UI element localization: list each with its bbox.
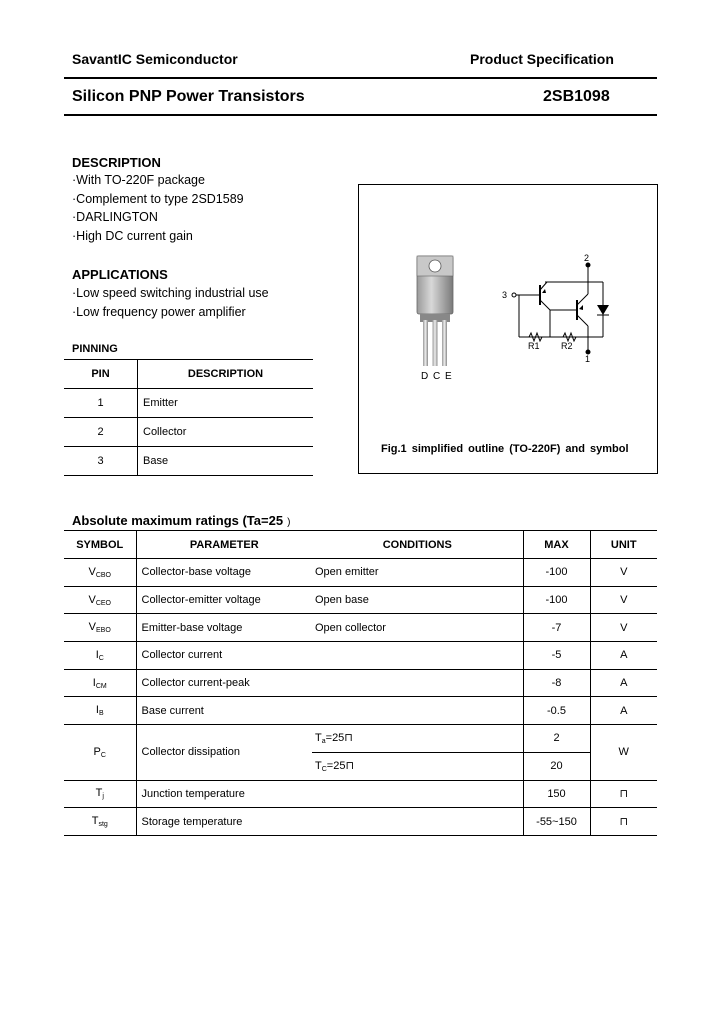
unit-cell: V <box>590 614 657 642</box>
ratings-table <box>64 530 657 836</box>
symbol-subscript: CEO <box>95 599 111 607</box>
symbol-subscript: B <box>98 710 104 718</box>
cond-symbol: T <box>315 732 322 745</box>
max-cell: -100 <box>523 586 590 614</box>
applications-title: APPLICATIONS <box>72 267 168 282</box>
max-cell: -100 <box>523 559 590 587</box>
description-list <box>72 171 244 246</box>
symbol-cell <box>64 586 136 614</box>
parameter-cell: Collector-emitter voltage <box>136 586 312 614</box>
conditions-cell: Open base <box>312 586 523 614</box>
pin-header: PIN <box>64 360 138 389</box>
company-name: SavantIC Semiconductor <box>72 51 238 67</box>
applications-item: ·Low speed switching industrial use <box>72 286 269 300</box>
parameter-cell: Collector current-peak <box>136 669 312 697</box>
part-number: 2SB1098 <box>543 88 610 105</box>
parameter-cell: Junction temperature <box>136 780 312 808</box>
symbol-subscript: C <box>98 654 104 662</box>
max-header: MAX <box>523 531 590 559</box>
unit-cell: ⊓ <box>619 816 629 829</box>
symbol-main: I <box>92 676 96 689</box>
pin-description: Base <box>138 447 314 476</box>
description-header: DESCRIPTION <box>138 360 314 389</box>
max-cell: 20 <box>523 752 590 780</box>
unit-cell: A <box>590 642 657 670</box>
ratings-title-text: Absolute maximum ratings (Ta=25 <box>72 513 284 528</box>
symbol-cell <box>64 725 136 780</box>
pinning-header-row <box>64 360 313 389</box>
symbol-cell <box>64 780 136 808</box>
pinning-table <box>64 359 313 476</box>
unit-cell: A <box>590 669 657 697</box>
pin-number: 1 <box>64 389 138 418</box>
max-cell: 150 <box>523 780 590 808</box>
symbol-main: T <box>91 815 99 828</box>
symbol-cell <box>64 642 136 670</box>
table-row <box>64 669 657 697</box>
table-row <box>64 418 313 447</box>
pin-description: Collector <box>138 418 314 447</box>
symbol-main: V <box>88 621 97 634</box>
conditions-cell <box>312 725 523 753</box>
header-rule-bottom <box>64 114 657 116</box>
max-cell: -7 <box>523 614 590 642</box>
symbol-label-pin2: 2 <box>584 253 590 263</box>
ratings-title-end: ) <box>287 517 291 528</box>
unit-cell: V <box>590 586 657 614</box>
ratings-title <box>72 513 290 528</box>
unit-cell: A <box>590 697 657 725</box>
parameter-cell: Storage temperature <box>141 815 243 828</box>
symbol-cell <box>64 808 136 836</box>
conditions-cell <box>312 697 523 725</box>
symbol-cell <box>64 669 136 697</box>
applications-item: ·Low frequency power amplifier <box>72 304 246 319</box>
cond-subscript: a <box>321 738 326 746</box>
symbol-subscript: CBO <box>95 571 111 579</box>
table-row <box>64 586 657 614</box>
symbol-cell <box>64 559 136 587</box>
description-item: ·High DC current gain <box>72 229 193 244</box>
description-title: DESCRIPTION <box>72 155 161 170</box>
symbol-subscript: C <box>100 751 106 759</box>
unit-cell: V <box>590 559 657 587</box>
symbol-header: SYMBOL <box>64 531 136 559</box>
description-item: ·With TO-220F package <box>72 173 205 187</box>
pinning-title: PINNING <box>72 343 118 355</box>
parameter-cell: Emitter-base voltage <box>136 614 312 642</box>
conditions-cell <box>312 808 523 836</box>
cond-symbol: T <box>315 760 322 773</box>
symbol-cell <box>64 697 136 725</box>
darlington-symbol-diagram <box>495 252 620 368</box>
table-row <box>64 614 657 642</box>
conditions-cell <box>312 780 523 808</box>
ratings-header-row <box>64 531 657 559</box>
table-row <box>64 559 657 587</box>
symbol-main: V <box>88 593 96 606</box>
description-item: ·DARLINGTON <box>72 210 158 225</box>
conditions-cell <box>312 752 523 780</box>
table-row <box>64 808 657 836</box>
package-pin-labels: D C E <box>421 371 453 382</box>
parameter-cell: Base current <box>136 697 312 725</box>
conditions-cell: Open collector <box>312 614 523 642</box>
parameter-cell: Collector dissipation <box>136 725 312 780</box>
pin-number: 2 <box>64 418 138 447</box>
max-cell: -0.5 <box>523 697 590 725</box>
table-row <box>64 447 313 476</box>
parameter-cell: Collector-base voltage <box>136 559 312 587</box>
cond-value: =25⊓ <box>325 732 353 745</box>
cond-value: =25⊓ <box>326 760 355 773</box>
doc-type: Product Specification <box>470 51 614 67</box>
symbol-label-r1: R1 <box>528 341 540 351</box>
symbol-main: V <box>88 565 96 578</box>
applications-list <box>72 284 269 321</box>
parameter-cell: Collector current <box>136 642 312 670</box>
unit-cell: ⊓ <box>590 780 657 808</box>
cond-subscript: C <box>321 766 327 774</box>
table-row <box>64 697 657 725</box>
max-cell: -5 <box>523 642 590 670</box>
parameter-header: PARAMETER <box>136 531 312 559</box>
table-row <box>64 780 657 808</box>
conditions-cell: Open emitter <box>312 559 523 587</box>
header-rule-top <box>64 77 657 79</box>
table-row <box>64 725 657 753</box>
to220f-package-image <box>405 250 465 372</box>
symbol-subscript: CM <box>95 682 107 690</box>
figure-caption: Fig.1 simplified outline (TO-220F) and symbol <box>381 443 629 455</box>
symbol-main: P <box>93 745 101 758</box>
symbol-subscript: j <box>102 793 104 801</box>
unit-header: UNIT <box>590 531 657 559</box>
symbol-label-r2: R2 <box>561 341 573 351</box>
pin-description: Emitter <box>138 389 314 418</box>
symbol-subscript: stg <box>98 821 108 829</box>
symbol-cell <box>64 614 136 642</box>
conditions-cell <box>312 642 523 670</box>
description-item: ·Complement to type 2SD1589 <box>72 191 244 206</box>
table-row <box>64 642 657 670</box>
symbol-label-pin3: 3 <box>502 290 508 300</box>
table-row <box>64 389 313 418</box>
conditions-cell <box>312 669 523 697</box>
max-cell: -8 <box>523 669 590 697</box>
symbol-main: T <box>95 787 103 800</box>
max-cell: 2 <box>523 725 590 753</box>
symbol-main: I <box>95 704 99 717</box>
conditions-header: CONDITIONS <box>312 531 523 559</box>
max-cell: -55~150 <box>523 808 590 836</box>
symbol-main: I <box>95 648 99 661</box>
pin-number: 3 <box>64 447 138 476</box>
symbol-subscript: EBO <box>96 627 111 635</box>
symbol-label-pin1: 1 <box>585 354 591 364</box>
unit-cell: W <box>590 725 657 780</box>
product-line: Silicon PNP Power Transistors <box>72 88 305 105</box>
